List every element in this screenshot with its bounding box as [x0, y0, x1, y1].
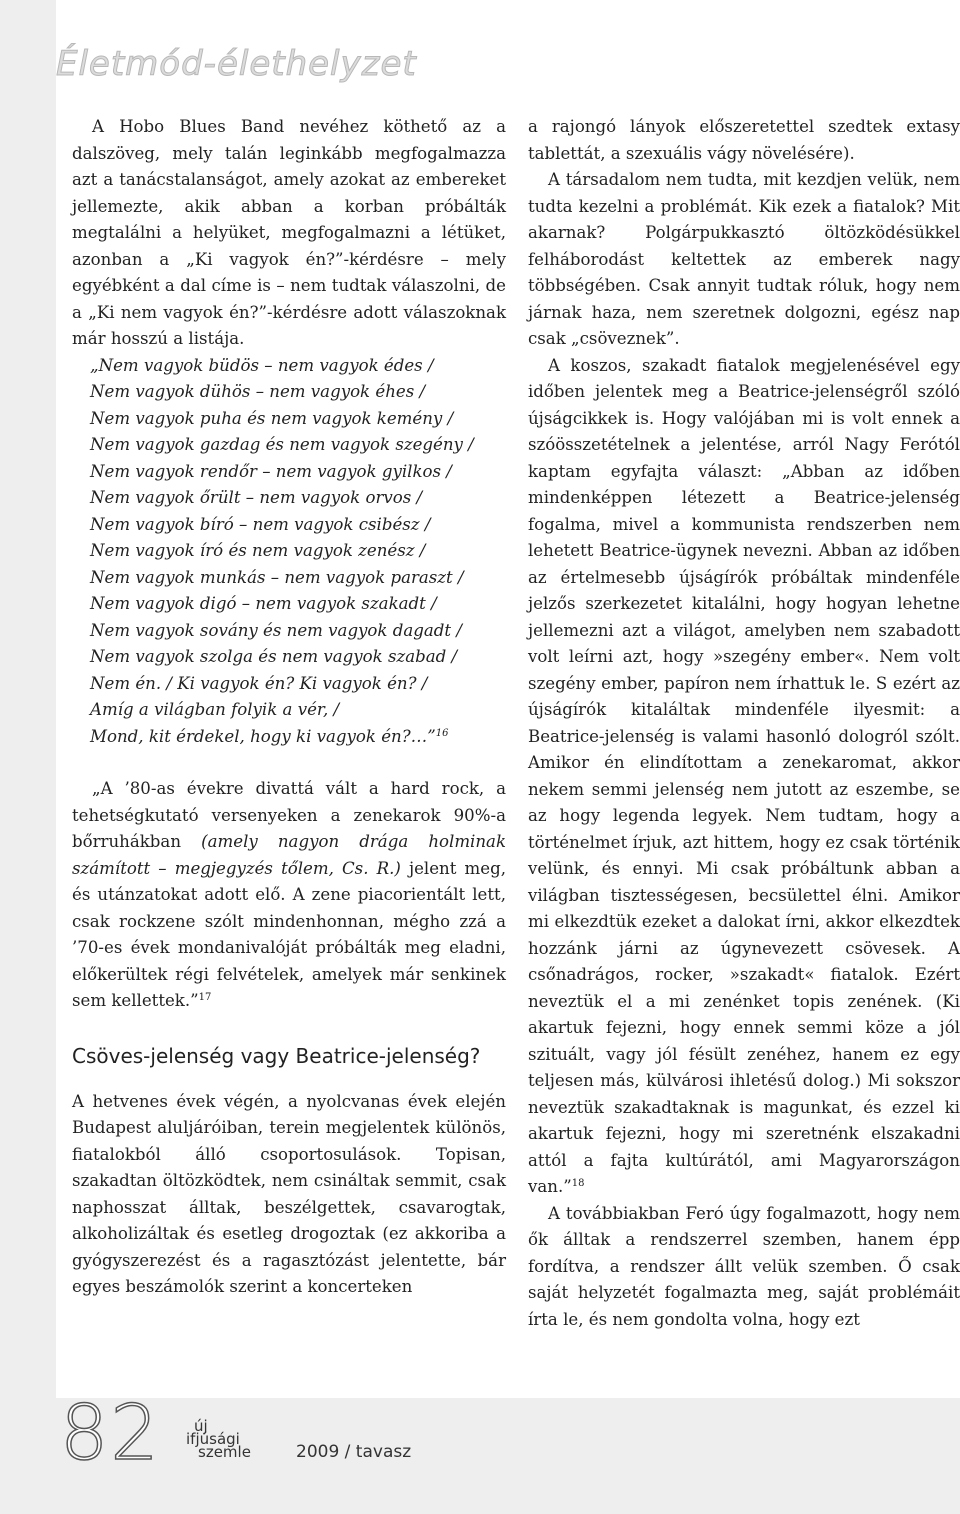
body-paragraph: a rajongó lányok előszeretettel szedtek extasy tablettát, a szexuális vágy növelésére).	[528, 117, 960, 163]
interview-quote: A koszos, szakadt fiatalok megjelenésével egy időben jelentek meg a Beatrice-jelenségről szóló újságcikkek is. Hogy valójában mi is volt ennek a szóösszetételnek a jelentése, arról Nagy Ferótól kaptam egyfajta választ: „Abban az időben mindenképpen létezett a Beatrice-jelenség fogalma, mivel a kommunista rendszerben nem lehetett Beatrice-ügynek nevezni. Abban az időben az értelmesebb újságírók próbáltak mindenféle jelzős szerkezetet kitalálni, hogy hogyan lehetne jellemezni azt a világot, amelyben nem szabadott volt leírni azt, hogy »szegény ember«. Nem volt szegény ember, papíron nem írhattuk le. S ezért az újságírók kitaláltak mindenféle ilyesmit: a Beatrice-jelenség is valami hasonló dologról szólt. Amikor én elindítottam a zenekaromat, akkor nekem semmi jelenség nem jutott az eszembe, se az hogy legenda legyek. Nem tudtam, hogy a történelmet írjuk, azt hittem, hogy ez csak történik velünk, és ennyi. Mi csak próbáltunk abban a világban tisztességesen, becsülettel élni. Amikor mi elkezdtük ezeket a dalokat írni, akkor elkezdtek hozzánk járni az úgynevezett csövesek. A csőnadrágos, rocker, »szakadt« fiatalok. Ezért neveztük el a mi zenénket topis zenének. (Ki akartuk fejezni, hogy ennek semmi köze a jól szituált, vagy jól fésült zenéhez, hanem ez egy teljesen más, külvárosi ihletésű dolog.) Mi sokszor neveztük szakadtaknak is magunkat, és ezzel ki akartuk fejezni, hogy mi szeretnénk elszakadni attól a fajta kultúrától, ami Magyarországon van.”	[528, 355, 960, 1196]
lyric-line: Nem vagyok gazdag és nem vagyok szegény /	[90, 435, 474, 454]
lyric-line: Amíg a világban folyik a vér, /	[90, 700, 340, 719]
lyric-line: Nem vagyok munkás – nem vagyok paraszt /	[90, 567, 464, 587]
lyric-text: Mond, kit érdekel, hogy ki vagyok én?…”	[90, 726, 436, 746]
lyric-line: Nem vagyok puha és nem vagyok kemény /	[90, 408, 454, 428]
footnote-ref: 18	[571, 1178, 585, 1189]
quote-text: jelent meg, és utánzatokat adott elő. A zene piacorientált lett, csak rockzene szólt mindenhonnan, mégho zzá a ’70-es évek mondanivalóját próbálták meg eladni, előkerültek régi felvételek, amelyek már senkinek sem kellettek.”	[72, 858, 506, 1010]
lyric-line: Nem vagyok őrült – nem vagyok orvos /	[90, 488, 423, 507]
journal-logo	[186, 1417, 251, 1461]
right-column	[528, 114, 960, 1333]
song-lyrics	[90, 353, 506, 751]
body-paragraph	[528, 353, 960, 1201]
hard-rock-quote	[72, 776, 506, 1015]
journal-logo-line: új	[194, 1417, 208, 1435]
issue-label: 2009 / tavasz	[296, 1442, 412, 1462]
lyric-line: „Nem vagyok büdös – nem vagyok édes /	[90, 355, 434, 375]
journal-logo-line: ifjúsági	[186, 1430, 240, 1448]
lyric-line: Nem vagyok író és nem vagyok zenész /	[90, 541, 426, 560]
lyric-line: Nem vagyok digó – nem vagyok szakadt /	[90, 594, 437, 613]
lyric-line: Nem vagyok szolga és nem vagyok szabad /	[90, 647, 458, 666]
left-column	[72, 114, 506, 1301]
author-remark: (amely nagyon drága holminak számított – megjegyzés tőlem, Cs. R.)	[72, 832, 507, 878]
subheading: Csöves-jelenség vagy Beatrice-jelenség?	[72, 1043, 481, 1068]
quote-text: „A ’80-as évekre divattá vált a hard rock, a tehetségkutató versenyeken a zenekarok 90%-a bőrruhákban	[72, 779, 506, 851]
journal-logo-line: szemle	[198, 1443, 251, 1461]
lyric-line: Nem vagyok bíró – nem vagyok csibész /	[90, 514, 431, 534]
footnote-ref: 17	[198, 992, 212, 1003]
lyric-line: Nem én. / Ki vagyok én? Ki vagyok én? /	[90, 673, 428, 693]
page-number: 82	[60, 1388, 161, 1477]
body-paragraph: A továbbiakban Feró úgy fogalmazott, hogy nem ők álltak a rendszerrel szemben, hanem épp fordítva, a rendszer állt velük szemben. Ő csak saját helyzetét fogalmazta meg, saját problémáit írta le, és nem gondolta volna, hogy ezt	[528, 1203, 960, 1329]
lyric-line: Nem vagyok dühös – nem vagyok éhes /	[90, 382, 426, 401]
body-paragraph: A hetvenes évek végén, a nyolcvanas évek elején Budapest aluljáróiban, terein megjelentek különös, fiatalokból álló csoportosulások. Topisan, szakadtan öltözködtek, nem csináltak semmit, csak naphosszat álltak, beszélgettek, csavarogtak, alkoholizáltak és esetleg drogoztak (ez akkoriba a gyógyszerezést és a ragasztózást jelentette, bár egyes beszámolók szerint a koncerteken	[72, 1091, 506, 1296]
body-paragraph: A társadalom nem tudta, mit kezdjen velük, nem tudta kezelni a problémát. Kik ezek a fiatalok? Mit akarnak? Polgárpukkasztó öltözködésükkel felháborodást keltettek az emberek nagy többségében. Csak annyit tudtak róluk, hogy nem járnak haza, nem szeretnek dolgozni, egész nap csak „csöveznek”.	[528, 170, 960, 348]
lyric-line: Nem vagyok sovány és nem vagyok dagadt /	[90, 620, 462, 640]
lyric-line-last	[90, 724, 506, 751]
intro-paragraph: A Hobo Blues Band nevéhez köthető az a dalszöveg, mely talán leginkább megfogalmazza azt a tanácstalanságot, amely azokat az embereket jellemezte, akik abban a korban próbálták megtalálni a helyüket, megfogalmazni a létüket, azonban a „Ki vagyok én?”-kérdésre – mely egyébként a dal címe is – nem tudtak válaszolni, de a „Ki nem vagyok én?”-kérdésre adott válaszoknak már hosszú a listája.	[72, 117, 506, 348]
section-title: Életmód-élethelyzet	[56, 44, 417, 84]
left-margin-band	[0, 0, 56, 1514]
footnote-ref: 16	[435, 727, 449, 739]
lyric-line: Nem vagyok rendőr – nem vagyok gyilkos /	[90, 461, 452, 481]
